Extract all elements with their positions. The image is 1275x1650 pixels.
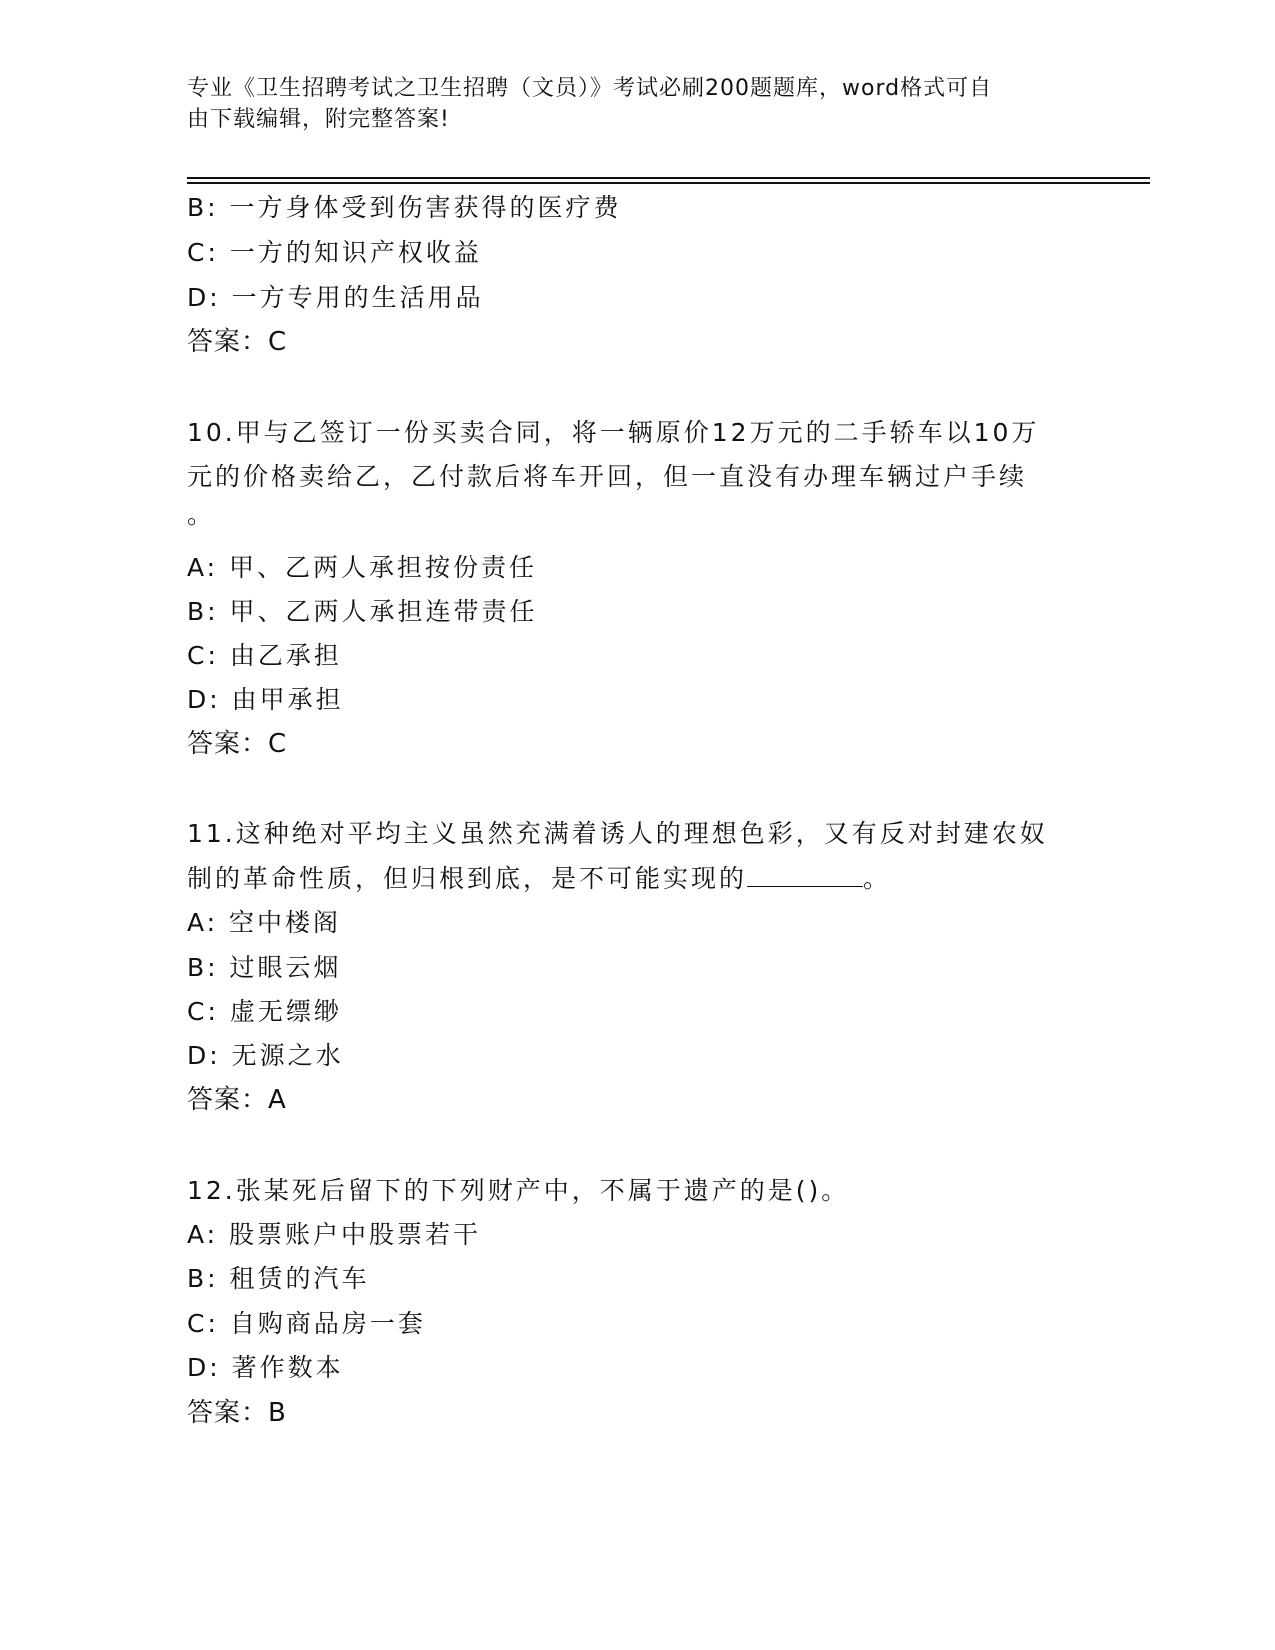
q12-option-a: A: 股票账户中股票若干 — [187, 1220, 482, 1249]
q12-option-b: B: 租赁的汽车 — [187, 1264, 370, 1293]
q11-stem-line-1: 11.这种绝对平均主义虽然充满着诱人的理想色彩，又有反对封建农奴 — [187, 819, 1048, 848]
q10-option-a: A: 甲、乙两人承担按份责任 — [187, 553, 538, 582]
q11-option-b: B: 过眼云烟 — [187, 953, 342, 982]
q10-stem-line-3: 。 — [187, 500, 216, 529]
q9-option-d: D: 一方专用的生活用品 — [187, 283, 484, 312]
q11-stem-line-2-text: 制的革命性质，但归根到底，是不可能实现的 — [187, 864, 748, 893]
q11-answer: 答案：A — [187, 1085, 287, 1115]
header-rule-top — [187, 177, 1150, 179]
q11-fill-blank — [747, 866, 863, 887]
q10-option-b: B: 甲、乙两人承担连带责任 — [187, 597, 538, 626]
q11-option-c: C: 虚无缥缈 — [187, 997, 342, 1026]
q10-option-c: C: 由乙承担 — [187, 641, 342, 670]
q11-option-a: A: 空中楼阁 — [187, 908, 342, 937]
q10-option-d: D: 由甲承担 — [187, 685, 344, 714]
q11-stem-line-2-end: 。 — [863, 864, 892, 893]
q9-option-c: C: 一方的知识产权收益 — [187, 238, 482, 267]
q12-option-c: C: 自购商品房一套 — [187, 1309, 426, 1338]
q12-stem-line-1: 12.张某死后留下的下列财产中，不属于遗产的是()。 — [187, 1176, 850, 1205]
header-line-2: 由下载编辑，附完整答案! — [187, 107, 450, 132]
q9-answer: 答案：C — [187, 327, 288, 357]
q11-stem-line-2 — [187, 864, 891, 894]
q10-stem-line-1: 10.甲与乙签订一份买卖合同，将一辆原价12万元的二手轿车以10万 — [187, 418, 1040, 447]
q12-answer: 答案：B — [187, 1398, 287, 1428]
header-rule-bottom — [187, 182, 1150, 184]
q12-option-d: D: 著作数本 — [187, 1353, 344, 1382]
q11-option-d: D: 无源之水 — [187, 1041, 344, 1070]
q10-answer: 答案：C — [187, 729, 288, 759]
q9-option-b: B: 一方身体受到伤害获得的医疗费 — [187, 193, 622, 222]
q10-stem-line-2: 元的价格卖给乙，乙付款后将车开回，但一直没有办理车辆过户手续 — [187, 462, 1028, 491]
header-line-1: 专业《卫生招聘考试之卫生招聘（文员）》考试必刷200题题库，word格式可自 — [187, 76, 993, 101]
document-header — [187, 73, 1067, 135]
